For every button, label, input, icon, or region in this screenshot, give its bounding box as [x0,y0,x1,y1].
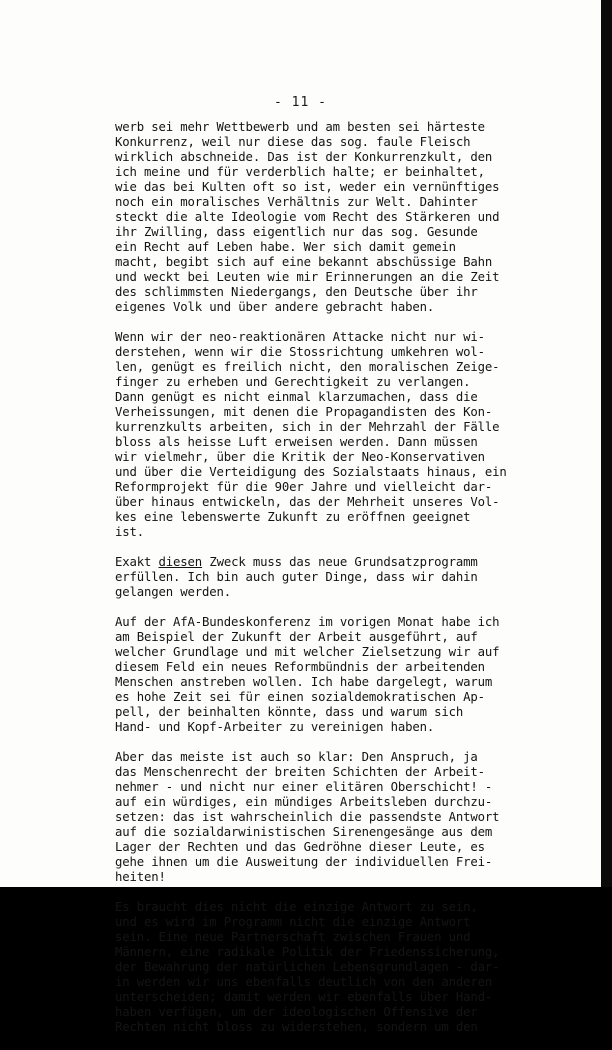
text-line: unterscheiden; damit werden wir ebenfalls über Hand- [115,990,493,1004]
text-line: wie das bei Kulten oft so ist, weder ein vernünftiges [115,180,500,194]
text-line: und es wird im Programm nicht die einzige Antwort [115,915,471,929]
text-line: ihr Zwilling, dass eigentlich nur das sog. Gesunde [115,225,478,239]
text-line: und über die Verteidigung des Sozialstaats hinaus, ein [115,465,507,479]
paragraph [115,330,585,540]
text-line: wir vielmehr, über die Kritik der Neo-Konservativen [115,450,485,464]
text-line: in werden wir uns ebenfalls deutlich von den anderen [115,975,493,989]
text-line: gehe ihnen um die Ausweitung der individuellen Frei- [115,855,493,869]
text-line: macht, begibt sich auf eine bekannt abschüssige Bahn [115,255,493,269]
text-line: der Bewahrung der natürlichen Lebensgrundlagen - dar- [115,960,500,974]
text-line: eigenes Volk und über andere gebracht haben. [115,300,435,314]
text-line: bloss als heisse Luft erweisen werden. Dann müssen [115,435,478,449]
text-line: nehmer - und nicht nur einer elitären Oberschicht! - [115,780,493,794]
text-line: Rechten nicht bloss zu widerstehen, sondern um den [115,1020,478,1034]
text-line: Verheissungen, mit denen die Propagandisten des Kon- [115,405,493,419]
text-line: Wenn wir der neo-reaktionären Attacke nicht nur wi- [115,330,485,344]
text-line: Konkurrenz, weil nur diese das sog. faule Fleisch [115,135,471,149]
text-line: gelangen werden. [115,585,232,599]
text-line: Dann genügt es nicht einmal klarzumachen, dass die [115,390,478,404]
text-line: haben verfügen, um der ideologischen Offensive der [115,1005,478,1019]
paragraph [115,615,585,735]
body-text [115,120,585,1050]
paragraph [115,120,585,315]
paragraph [115,900,585,1035]
text-line: das Menschenrecht der breiten Schichten der Arbeit- [115,765,485,779]
emphasis: diesen [158,555,203,569]
text-line: Reformprojekt für die 90er Jahre und vielleicht dar- [115,480,493,494]
text-line: erfüllen. Ich bin auch guter Dinge, dass wir dahin [115,570,478,584]
paragraph [115,750,585,885]
text-line: am Beispiel der Zukunft der Arbeit ausgeführt, auf [115,630,478,644]
text-line: Lager der Rechten und das Gedröhne dieser Leute, es [115,840,485,854]
text-line: auf ein würdiges, ein mündiges Arbeitsleben durchzu- [115,795,493,809]
text-line: len, genügt es freilich nicht, den moralischen Zeige- [115,360,500,374]
text-line: Hand- und Kopf-Arbeiter zu vereinigen haben. [115,720,435,734]
text-line: setzen: das ist wahrscheinlich die passendste Antwort [115,810,500,824]
text-line: Menschen anstreben wollen. Ich habe dargelegt, warum [115,675,493,689]
text-line: ich meine und für verderblich halte; er beinhaltet, [115,165,485,179]
text-line: Exakt diesen Zweck muss das neue Grundsatzprogramm [115,555,478,569]
text-line: des schlimmsten Niedergangs, den Deutsche über ihr [115,285,478,299]
text-line: Es braucht dies nicht die einzige Antwort zu sein, [115,900,478,914]
text-line: kes eine lebenswerte Zukunft zu eröffnen geeignet [115,510,471,524]
text-line: Aber das meiste ist auch so klar: Den Anspruch, ja [115,750,478,764]
page-number: - 11 - [274,95,327,110]
text-line: werb sei mehr Wettbewerb und am besten sei härteste [115,120,485,134]
text-line: auf die sozialdarwinistischen Sirenengesänge aus dem [115,825,493,839]
text-line: steckt die alte Ideologie vom Recht des Stärkeren und [115,210,500,224]
text-line: kurrenzkults arbeiten, sich in der Mehrzahl der Fälle [115,420,500,434]
text-line: Auf der AfA-Bundeskonferenz im vorigen Monat habe ich [115,615,500,629]
text-line: wirklich abschneide. Das ist der Konkurrenzkult, den [115,150,493,164]
text-line: derstehen, wenn wir die Stossrichtung umkehren wol- [115,345,485,359]
scan-border [601,0,612,887]
text-line: pell, der beinhalten könnte, dass und warum sich [115,705,464,719]
text-line: noch ein moralisches Verhältnis zur Welt. Dahinter [115,195,478,209]
text-line: heiten! [115,870,166,884]
text-line: über hinaus entwickeln, das der Mehrheit unseres Vol- [115,495,500,509]
text-line: diesem Feld ein neues Reformbündnis der arbeitenden [115,660,485,674]
text-line: es hohe Zeit sei für einen sozialdemokratischen Ap- [115,690,485,704]
text-line: und weckt bei Leuten wie mir Erinnerungen an die Zeit [115,270,500,284]
text-line: sein. Eine neue Partnerschaft zwischen Frauen und [115,930,471,944]
text-line: finger zu erheben und Gerechtigkeit zu verlangen. [115,375,471,389]
text-line: ein Recht auf Leben habe. Wer sich damit gemein [115,240,456,254]
text-line: Männern, eine radikale Politik der Friedenssicherung, [115,945,500,959]
text-line: ist. [115,525,145,539]
paragraph [115,555,585,600]
text-line: welcher Grundlage und mit welcher Zielsetzung wir auf [115,645,500,659]
